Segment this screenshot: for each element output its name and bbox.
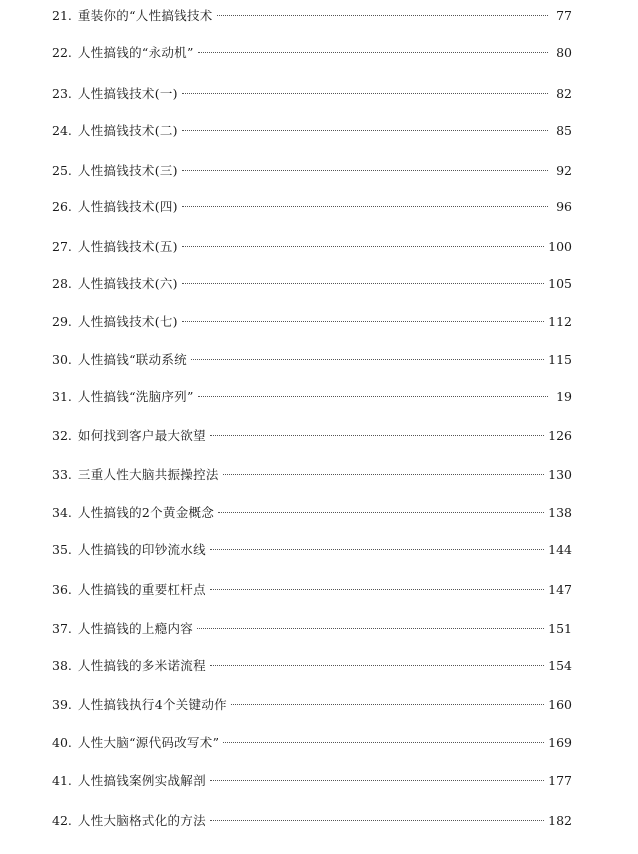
toc-entry-27[interactable] (52, 237, 572, 257)
toc-entry-number: 42. (52, 813, 72, 828)
dot-leader (182, 246, 544, 247)
toc-entry-number: 22. (52, 45, 72, 60)
toc-entry-24[interactable] (52, 121, 572, 141)
toc-entry-number: 30. (52, 352, 72, 367)
toc-entry-number: 38. (52, 658, 72, 673)
toc-entry-number: 27. (52, 239, 72, 254)
toc-entry-title: 人性搞钱“联动系统 (77, 352, 187, 367)
dot-leader (217, 15, 548, 16)
toc-entry-number: 33. (52, 467, 72, 482)
toc-entry-page: 100 (548, 239, 572, 254)
toc-entry-title: 人性大脑“源代码改写术” (77, 735, 220, 750)
toc-entry-21[interactable] (52, 6, 572, 26)
dot-leader (182, 283, 544, 284)
toc-entry-number: 34. (52, 505, 72, 520)
toc-entry-number: 26. (52, 199, 72, 214)
toc-entry-26[interactable] (52, 197, 572, 217)
toc-entry-title: 人性搞钱的重要杠杆点 (77, 582, 206, 597)
toc-entry-title: 人性搞钱技术(三) (77, 163, 178, 178)
toc-entry-title: 人性搞钱的多米诺流程 (77, 658, 206, 673)
toc-entry-number: 35. (52, 542, 72, 557)
dot-leader (223, 742, 544, 743)
toc-entry-title: 人性搞钱技术(六) (77, 276, 178, 291)
toc-entry-title: 人性搞钱“洗脑序列” (77, 389, 194, 404)
toc-entry-title: 人性搞钱技术(五) (77, 239, 178, 254)
toc-entry-page: 177 (548, 773, 572, 788)
toc-entry-number: 24. (52, 123, 72, 138)
toc-entry-title: 人性搞钱的“永动机” (77, 45, 194, 60)
toc-entry-32[interactable] (52, 426, 572, 446)
toc-entry-34[interactable] (52, 503, 572, 523)
toc-entry-37[interactable] (52, 619, 572, 639)
dot-leader (182, 93, 548, 94)
toc-entry-number: 21. (52, 8, 72, 23)
toc-entry-number: 37. (52, 621, 72, 636)
toc-entry-page: 160 (548, 697, 572, 712)
dot-leader (182, 206, 548, 207)
dot-leader (218, 512, 544, 513)
toc-entry-41[interactable] (52, 771, 572, 791)
toc-entry-number: 23. (52, 86, 72, 101)
toc-entry-23[interactable] (52, 84, 572, 104)
dot-leader (210, 780, 544, 781)
toc-entry-35[interactable] (52, 540, 572, 560)
toc-entry-number: 29. (52, 314, 72, 329)
toc-entry-page: 77 (556, 8, 572, 23)
dot-leader (210, 820, 544, 821)
toc-entry-page: 80 (556, 45, 572, 60)
toc-entry-title: 人性搞钱执行4个关键动作 (77, 697, 227, 712)
toc-entry-page: 115 (548, 352, 572, 367)
toc-entry-page: 92 (556, 163, 572, 178)
toc-entry-page: 169 (548, 735, 572, 750)
toc-entry-title: 人性搞钱技术(一) (77, 86, 178, 101)
toc-entry-title: 如何找到客户最大欲望 (77, 428, 206, 443)
toc-entry-30[interactable] (52, 350, 572, 370)
toc-entry-33[interactable] (52, 465, 572, 485)
toc-entry-number: 40. (52, 735, 72, 750)
toc-entry-title: 人性搞钱的2个黄金概念 (77, 505, 215, 520)
toc-entry-36[interactable] (52, 580, 572, 600)
toc-entry-22[interactable] (52, 43, 572, 63)
dot-leader (210, 435, 544, 436)
toc-entry-number: 36. (52, 582, 72, 597)
toc-entry-39[interactable] (52, 695, 572, 715)
toc-entry-title: 人性大脑格式化的方法 (77, 813, 206, 828)
toc-entry-page: 138 (548, 505, 572, 520)
toc-entry-number: 41. (52, 773, 72, 788)
toc-entry-40[interactable] (52, 733, 572, 753)
dot-leader (210, 589, 544, 590)
toc-entry-number: 25. (52, 163, 72, 178)
dot-leader (191, 359, 544, 360)
toc-entry-page: 82 (556, 86, 572, 101)
toc-entry-title: 三重人性大脑共振操控法 (77, 467, 219, 482)
toc-entry-number: 39. (52, 697, 72, 712)
toc-entry-page: 147 (548, 582, 572, 597)
toc-entry-title: 重装你的“人性搞钱技术 (77, 8, 213, 23)
dot-leader (223, 474, 544, 475)
toc-entry-number: 28. (52, 276, 72, 291)
toc-entry-title: 人性搞钱的上瘾内容 (77, 621, 194, 636)
toc-entry-title: 人性搞钱技术(四) (77, 199, 178, 214)
toc-entry-title: 人性搞钱案例实战解剖 (77, 773, 206, 788)
toc-entry-page: 130 (548, 467, 572, 482)
dot-leader (231, 704, 544, 705)
toc-entry-28[interactable] (52, 274, 572, 294)
dot-leader (210, 549, 544, 550)
toc-entry-page: 182 (548, 813, 572, 828)
dot-leader (182, 321, 544, 322)
toc-entry-page: 105 (548, 276, 572, 291)
dot-leader (198, 396, 548, 397)
dot-leader (182, 130, 548, 131)
dot-leader (210, 665, 544, 666)
dot-leader (182, 170, 548, 171)
toc-entry-page: 96 (556, 199, 572, 214)
dot-leader (198, 52, 548, 53)
toc-entry-title: 人性搞钱技术(二) (77, 123, 178, 138)
toc-entry-title: 人性搞钱的印钞流水线 (77, 542, 206, 557)
toc-entry-page: 112 (548, 314, 572, 329)
toc-entry-page: 144 (548, 542, 572, 557)
toc-entry-number: 31. (52, 389, 72, 404)
toc-entry-page: 151 (548, 621, 572, 636)
toc-entry-page: 85 (556, 123, 572, 138)
toc-entry-42[interactable] (52, 811, 572, 831)
toc-entry-25[interactable] (52, 161, 572, 181)
toc-entry-title: 人性搞钱技术(七) (77, 314, 178, 329)
toc-entry-number: 32. (52, 428, 72, 443)
toc-entry-page: 126 (548, 428, 572, 443)
toc-entry-31[interactable] (52, 387, 572, 407)
toc-entry-38[interactable] (52, 656, 572, 676)
dot-leader (197, 628, 544, 629)
toc-entry-page: 154 (548, 658, 572, 673)
toc-entry-29[interactable] (52, 312, 572, 332)
toc-entry-page: 19 (556, 389, 572, 404)
